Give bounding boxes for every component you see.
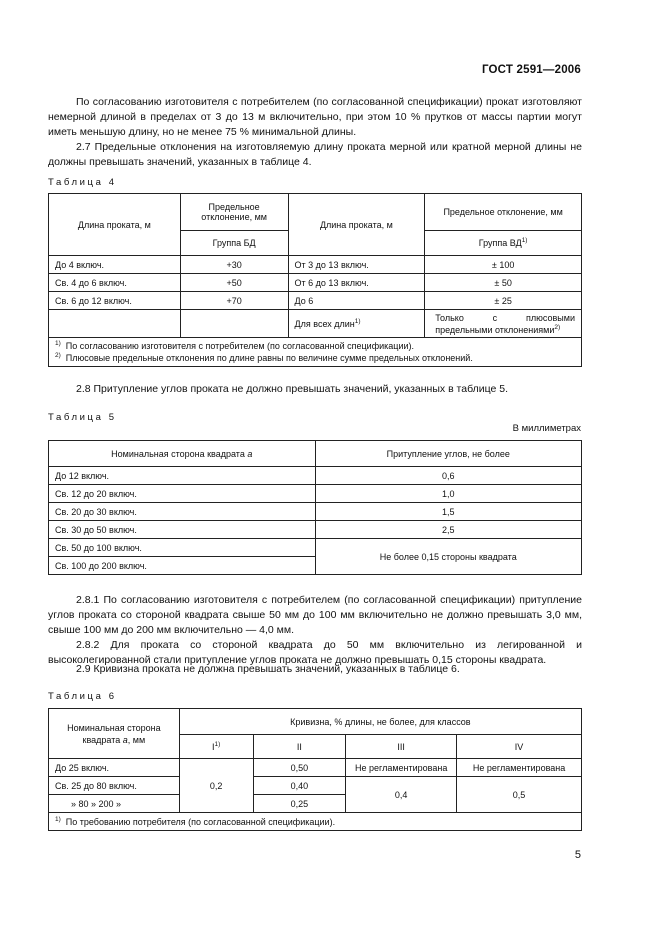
t6-cell-class-4: 0,5 bbox=[457, 777, 582, 813]
t4-footnote-2: $^{2)}$ Плюсовые предельные отклонения по длине равны по величине сумме предельных отклонений. bbox=[55, 352, 473, 363]
t4-cell: От 6 до 13 включ. bbox=[288, 274, 425, 292]
t5-cell: 1,0 bbox=[315, 485, 582, 503]
table-6 bbox=[48, 708, 582, 831]
t5-cell: 1,5 bbox=[315, 503, 582, 521]
t5-cell: 2,5 bbox=[315, 521, 582, 539]
t4-cell: До 6 bbox=[288, 292, 425, 310]
t6-cell: Св. 25 до 80 включ. bbox=[49, 777, 180, 795]
t4-cell: +50 bbox=[180, 274, 288, 292]
t4-cell: Св. 6 до 12 включ. bbox=[49, 292, 181, 310]
t5-cell: До 12 включ. bbox=[49, 467, 316, 485]
t5-cell: Св. 100 до 200 включ. bbox=[49, 557, 316, 575]
t4-header-length-2: Длина проката, м bbox=[288, 194, 425, 256]
t5-header-bluntness: Притупление углов, не более bbox=[315, 441, 582, 467]
t5-cell-merged: Не более 0,15 стороны квадрата bbox=[315, 539, 582, 575]
t6-cell: Не регламентирована bbox=[346, 759, 457, 777]
t5-cell: Св. 12 до 20 включ. bbox=[49, 485, 316, 503]
t6-cell: 0,25 bbox=[253, 795, 346, 813]
t5-cell: Св. 30 до 50 включ. bbox=[49, 521, 316, 539]
table-6-caption: Таблица 6 bbox=[48, 691, 117, 702]
t4-cell: +70 bbox=[180, 292, 288, 310]
t6-header-class-1: $I^{1)}$ bbox=[179, 735, 253, 759]
paragraph-2-8-1: 2.8.1 По согласованию изготовителя с потребителем (по согласованной спецификации) притупление углов проката со стороной квадрата свыше 50 мм до 100 мм включительно не должно превышать 3,0 мм, свыше 100 мм до 200 мм включительно — 4,0 мм. bbox=[48, 594, 582, 636]
t6-cell: 0,50 bbox=[253, 759, 346, 777]
t6-cell-class-3: 0,4 bbox=[346, 777, 457, 813]
table-5-units: В миллиметрах bbox=[512, 423, 581, 434]
t4-header-length: Длина проката, м bbox=[49, 194, 181, 256]
t6-header-class-2: II bbox=[253, 735, 346, 759]
t4-header-deviation: Предельное отклонение, мм bbox=[180, 194, 288, 231]
paragraph-2-8-2: 2.8.2 Для проката со стороной квадрата до 50 мм включительно из легированной и высоколегированной стали притупление углов проката не должно превышать 0,15 стороны квадрата. bbox=[48, 639, 582, 666]
t6-header-class-3: III bbox=[346, 735, 457, 759]
table-4 bbox=[48, 193, 582, 367]
t4-footnote-1: $^{1)}$ По согласованию изготовителя с потребителем (по согласованной спецификации). bbox=[55, 340, 414, 351]
t4-cell: От 3 до 13 включ. bbox=[288, 256, 425, 274]
t4-cell: Св. 4 до 6 включ. bbox=[49, 274, 181, 292]
t5-cell: Св. 50 до 100 включ. bbox=[49, 539, 316, 557]
t6-cell: Не регламентирована bbox=[457, 759, 582, 777]
table-4-caption: Таблица 4 bbox=[48, 177, 117, 188]
t6-cell: 0,40 bbox=[253, 777, 346, 795]
t4-cell: До 4 включ. bbox=[49, 256, 181, 274]
page-number: 5 bbox=[574, 849, 581, 861]
t6-header-curvature: Кривизна, % длины, не более, для классов bbox=[179, 709, 581, 735]
t5-header-side: Номинальная сторона квадрата а bbox=[49, 441, 316, 467]
t4-header-deviation-2: Предельное отклонение, мм bbox=[425, 194, 582, 231]
t5-cell: 0,6 bbox=[315, 467, 582, 485]
paragraph-2-8: 2.8 Притупление углов проката не должно превышать значений, указанных в таблице 5. bbox=[76, 383, 509, 395]
paragraph-custom-length: По согласованию изготовителя с потребителем (по согласованной спецификации) прокат изготовляют немерной длиной в пределах от 3 до 13 м включительно, при этом 10 % прутков от массы партии могут иметь меньшую длину, но не менее 75 % минимальной длины. bbox=[48, 96, 582, 138]
paragraph-2-7: 2.7 Предельные отклонения на изготовляемую длину проката мерной или кратной мерной длины не должны превышать значений, указанных в таблице 4. bbox=[48, 141, 582, 168]
t4-cell: +30 bbox=[180, 256, 288, 274]
t4-cell-all-lengths: Для всех длин$^{1)}$ bbox=[288, 310, 425, 338]
t4-cell-plus-only: Только с плюсовыми предельными отклонениями$^{2)}$ bbox=[425, 310, 582, 338]
t6-cell-class-1: 0,2 bbox=[179, 759, 253, 813]
t4-cell-empty bbox=[49, 310, 181, 338]
t6-cell: До 25 включ. bbox=[49, 759, 180, 777]
table-5 bbox=[48, 440, 582, 575]
paragraph-2-9: 2.9 Кривизна проката не должна превышать значений, указанных в таблице 6. bbox=[76, 663, 460, 675]
document-header: ГОСТ 2591—2006 bbox=[481, 64, 581, 76]
t6-cell: » 80 » 200 » bbox=[49, 795, 180, 813]
t4-header-group-bd: Группа БД bbox=[180, 231, 288, 256]
t4-header-group-vd: Группа ВД$^{1)}$ bbox=[425, 231, 582, 256]
t5-cell: Св. 20 до 30 включ. bbox=[49, 503, 316, 521]
t4-cell: ± 50 bbox=[425, 274, 582, 292]
table-5-caption: Таблица 5 bbox=[48, 412, 117, 423]
t4-cell: ± 25 bbox=[425, 292, 582, 310]
t6-footnote: $^{1)}$ По требованию потребителя (по согласованной спецификации). bbox=[49, 813, 582, 831]
t4-footnotes bbox=[49, 338, 582, 367]
t6-header-side: Номинальная сторона квадрата а, мм bbox=[49, 709, 180, 759]
t4-cell: ± 100 bbox=[425, 256, 582, 274]
t6-header-class-4: IV bbox=[457, 735, 582, 759]
t4-cell-empty bbox=[180, 310, 288, 338]
